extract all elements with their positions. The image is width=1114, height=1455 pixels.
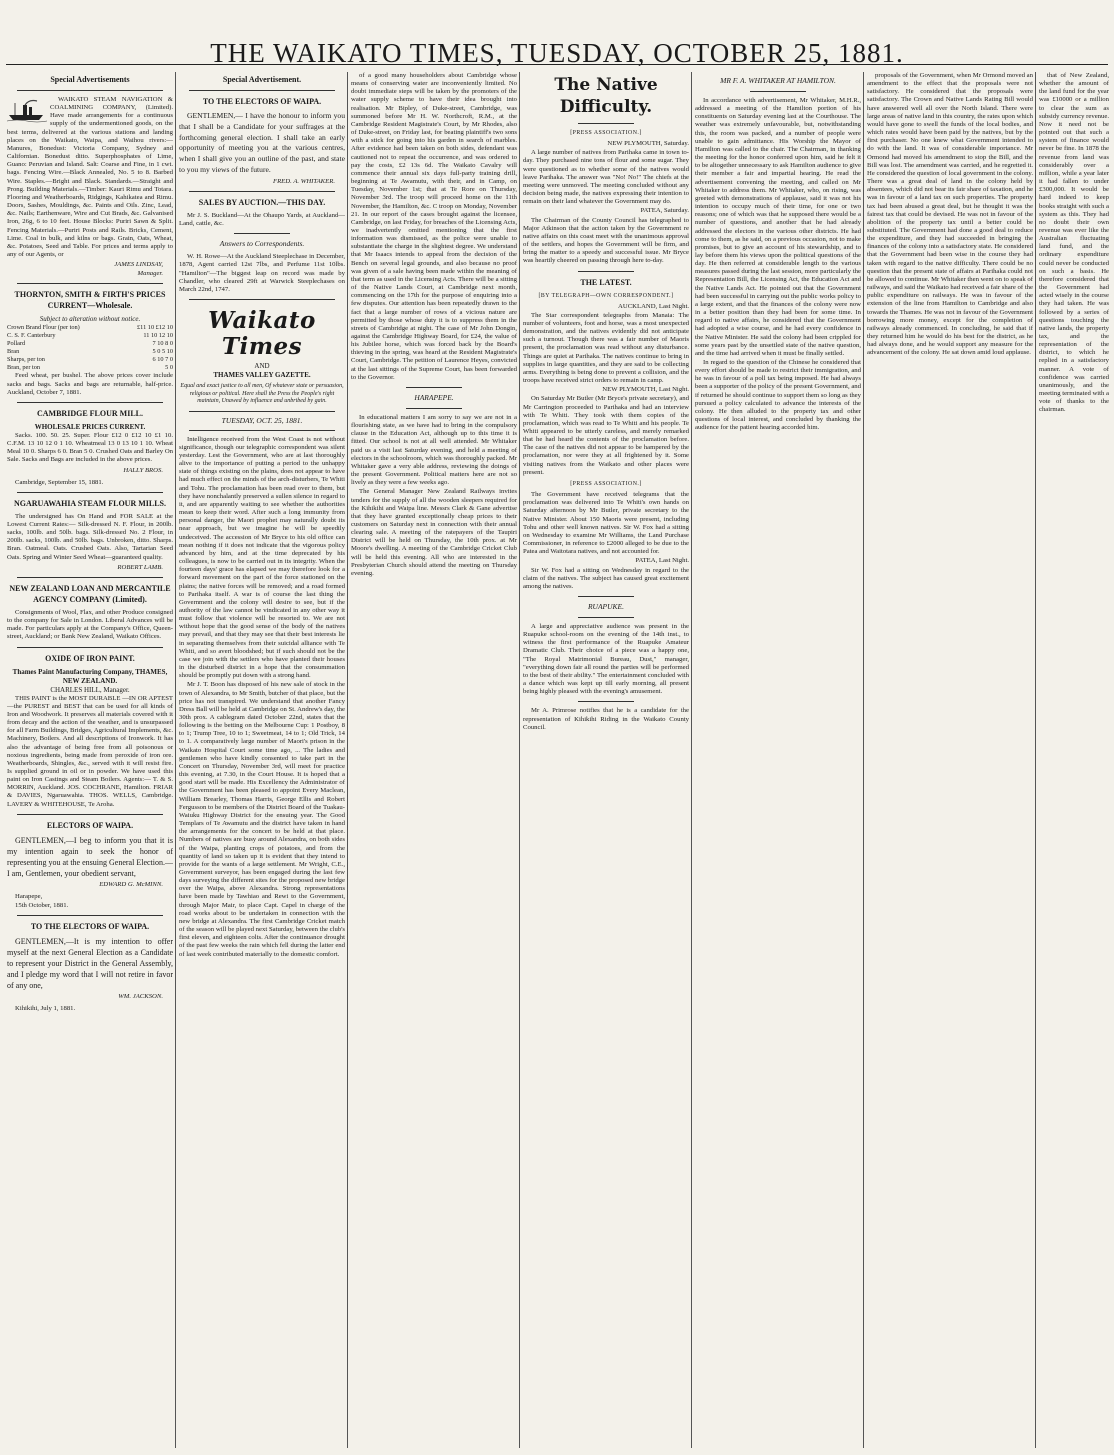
ad-body: GENTLEMEN,— I have the honour to inform you that I shall be a Candidate for your suffrages at the forthcoming general election. I shall take an early opportunity of meeting you at the various centres, when I shall give you an outline of the past, and state to you my views of the future. (179, 111, 345, 174)
dateline: PATEA, Last Night. (635, 557, 689, 565)
ad-body: The undersigned has On Hand and FOR SALE at the Lowest Current Rates:— Silk-dressed N. F. Flour, in 200lb. sacks, 100lb. and 50lb. bags. Silk-dressed No. 2 Flour, in 200lb. sacks, 100lb. and 50lb. bags. Unbroken, ditto. Sharps. Bran. Oatmeal. Oats. Crushed Oats. Also, Tartarian Seed Oats. Spring and Winter Seed Wheat—guaranteed quality. (7, 512, 173, 561)
dateline: PATEA, Saturday. (640, 207, 689, 215)
speech-text: In regard to the question of the Chinese he considered that every effort should be made to restrict their immigration, and he was in favour of a poll tax being imposed. He had always been a supporter of the policy of the present Government, and if returned he should continue to support them so long as they pursued a policy calculated to advance the interests of the colony. He then alluded to the property tax and other questions of local interest, and concluded by thanking the audience for the patient hearing accorded him. (695, 359, 861, 432)
dateline: NEW PLYMOUTH, Saturday. (607, 140, 689, 148)
column-local-news (351, 72, 517, 1448)
divider (406, 408, 462, 409)
masthead-rule (6, 64, 1108, 65)
price-label: Bran, per ton (7, 364, 41, 372)
ad-signature: FRED. A. WHITAKER. (273, 177, 335, 185)
price-list (7, 324, 173, 372)
ruapuke-heading: RUAPUKE. (587, 601, 625, 611)
ad-title: TO THE ELECTORS OF WAIPA. (30, 922, 150, 932)
steam-navigation-ad (7, 96, 173, 259)
ad-title: NEW ZEALAND LOAN AND MERCANTILE AGENCY COMPANY (Limited). (9, 583, 171, 604)
nameplate-subtitle: THAMES VALLEY GAZETTE. (213, 371, 311, 380)
column-whitaker-speech (695, 72, 861, 1448)
price-value: £11 10 £12 10 (137, 324, 173, 332)
ad-date: 15th October, 1881. (15, 902, 69, 910)
ad-title: ELECTORS OF WAIPA. (46, 820, 134, 830)
notice-text: Mr A. Primrose notifies that he is a candidate for the representation of Kihikihi Riding in the Waikato County Council. (523, 707, 689, 731)
speech-text: proposals of the Government, when Mr Ormond moved an amendment to the effect that the proposals were not satisfactory. He considered that the proposals were satisfactory. The Crown and Native Lands Rating Bill would have answered well all over the North Island. There were large areas of native land in this country, the rates upon which would have gone to swell the funds of the local bodies, and which rates would have been paid by the natives, but by the first purchaser. No one knew what Government intended to do with the land. It was of considerable importance. Mr Ormond had moved his amendment to stop the Bill, and the Bill was lost. The amendment was carried, and he regretted it. He considered the question of local government in the colony. There was a great deal of land in the colony held by absentees, which did not bear its fair share of taxation, and he was in favour of a land tax on such properties. The property tax had been abused a great deal, but he thought it was the fairest tax that could be devised. He was not in favour of the abolition of the property tax until a better could be substituted. The Government had done a good deal to reduce the expenditure, and they had succeeded in bringing the finances of the colony into a satisfactory state. He considered that the Government had been wise in the course they had taken with regard to the native difficulty. There could be no question that the present state of affairs at Parihaka could not be allowed to continue. Mr Whitaker then went on to speak of railways, and said the Waikato had received a fair share of the public expenditure on railways. He was in favour of the extension of the line from Hamilton to Cambridge and also towards the Thames. He was not in favour of the Government borrowing more money, except for the completion of railways already commenced. In concluding, he said that if they returned him he would do his best for the district, as he had always done, and he would support any measure for the advancement of the colony. He sat down amid loud applause. (867, 72, 1033, 357)
news-text: The Chairman of the County Council has telegraphed to Major Atkinson that the action taken by the Government re native affairs on this coast meet with the unanimous approval of the settlers, and hopes the Government will be firm, and bring the matter to a speedy and successful issue. Mr Bryce was heartily cheered on passing through here to-day. (523, 216, 689, 265)
latest-heading: THE LATEST. (580, 277, 632, 287)
speech-text: In accordance with advertisement, Mr Whitaker, M.H.R., addressed a meeting of the Hamilton portion of his constituents on Saturday evening last at the Courthouse. The weather was extremely unfavourable, but, notwithstanding this, the room was packed, and a number of people were unable to gain admittance. His Worship the Mayor of Hamilton was called to the chair. The Chairman, in thanking the meeting for the honor conferred upon him, said he felt it to be altogether unnecessary to ask Hamilton audience to give their member a fair and impartial hearing. He read the advertisement convening the meeting, and called on Mr Whitaker to address them. Mr Whitaker, who, on rising, was greeted with demonstrations of applause, said it was not his intention to occupy much of their time, for one or two reasons; one of which was that he supposed there would be a number of questions, and another that he had already addressed the electors in the various other districts. He had come to them, as he said, on a previous occasion, not to make promises, but to give an account of his stewardship, and to lay before them his views upon the political questions of the day. He then referred at considerable length to the various measures passed during the last session, more particularly the Representation Bill, the Licensing Act, the Education Act and the Native Lands Act. He pointed out that the Government had been successful in carrying out the public works policy to a large extent, and that the finances of the colony were now in a better position than they had been for some time. In regard to native affairs, he considered that the Government had adopted a wise course, and he had every confidence in the Native Minister. He said the colony had been crippled for some years past by the unsettled state of the native question, and the time had arrived when it must be finally settled. (695, 97, 861, 357)
harapepe-text: In educational matters I am sorry to say we are not in a flourishing state, as we have had to bring in the compulsory clause in the Education Act, although up to this time it is fitted. Our school is not at all well attended. Mr Whitaker paid us a visit last Saturday evening, and held a meeting of electors in the schoolroom, which was thoroughly packed. Mr Whitaker gave a very able address, reviewing the doings of the present Government. Political matters here are not so lively as they were a few weeks ago. (351, 413, 517, 487)
local-news-text: Mr J. T. Boon has disposed of his new sale of stock in the town of Alexandra, to Mr Smith, butcher of that place, but the price has not transpired. We understand that another Fancy Dress Ball will be held at Cambridge on St. Andrew's day, the 30th prox. A cablegram dated October 22nd, states that the following is the betting on the Melbourne Cup: 1 Postboy, 8 to 1; Trump Tree, 10 to 1; Sweetmeat, 14 to 1; Old Trick, 14 to 1. A comparatively large number of Maori's prison in the Waikato Hospital Court some time ago, ... The ladies and gentlemen who have kindly consented to take part in the Concert on Thursday, November 3rd, will meet for practice this evening, at 7.30, in the Court House. It is hoped that a good start will be made. His Excellency the Administrator of the Government has been pleased to appoint Every Maclean, William Brearley, Thomas Harris, George Ellis and Robert Fergusson to be members of the District Board of the Tuakau-Waiuku Highway District for the ensuing year. The Good Templars of Te Awamutu and the district have taken in hand the arrangements for the concert to be held at that place. Numbers of natives are busy around Alexandra, on both sides of the Waipa, planting crops of potatoes, and from the quantity of land so taken up it is evident that they intend to provide for the wants of a large settlement. Mr Wright, C.E., Government surveyor, has been engaged during the last few days surveying the different sites for the proposed new bridge over the Waipa, above Alexandra. Strong representations have been made by Tawhiao and Rewi to the Government, through Major Mair, to place Capt. Capel in charge of the road works about to be undertaken in connection with the new bridge at Alexandra. The first Cambridge Cricket match of the season will be played next Saturday, between the club's first eleven, and eighteen colts. After the continuance drought of the past few weeks the rain which fell during the latter end of last week contributed materially to the domestic comfort. (179, 681, 345, 958)
news-text: The Star correspondent telegraphs from Manaia: The number of volunteers, foot and horse, was a most unexpected demonstration, and the natives evidently did not anticipate such a turnout. Though there was a fair number of Maoris present, the proclamation was read without any disturbance. Things are quiet at Parihaka. The natives continue to bring in supplies in large quantities, and they are said to be collecting arms. Everything is being done to prevent a collision, and the troops have received strict orders to remain in camp. (523, 311, 689, 385)
ad-body: GENTLEMEN,—I beg to inform you that it is my intention again to seek the honor of representing you at the ensuing General Election.—I am, Gentlemen, your obedient servant, (7, 835, 173, 878)
press-association-tag: [PRESS ASSOCIATION.] (570, 480, 642, 487)
price-value: 11 10 12 10 (143, 332, 173, 340)
ad-signature: WM. JACKSON. (118, 993, 163, 1001)
divider (189, 191, 335, 192)
section-heading: Special Advertisements (50, 75, 130, 84)
ad-date: Cambridge, September 15, 1881. (15, 478, 104, 486)
divider (750, 91, 806, 92)
news-text: A large number of natives from Parihaka came in town to-day. They purchased nine tons of flour and some sugar. They were questioned as to whether some of the natives would leave Parihaka. The answer was "No! No!" The chiefs at the meeting were unmoved. The meeting concluded without any decision being made, the natives expressing their intention to remain on their land whatever the Government may do. (523, 149, 689, 206)
ad-subtitle: Thames Paint Manufacturing Company, THAMES, NEW ZEALAND. (12, 667, 168, 685)
ad-signature: HALLY BROS. (123, 466, 163, 474)
nameplate-and: AND (254, 362, 270, 371)
price-label: Bran (7, 348, 20, 356)
local-news-text: The General Manager New Zealand Railways invites tenders for the supply of all the wooden sleepers required for the Kihikihi and Waipa line. Messrs Clark & Gane advertise that they have granted exceptionally cheap prices to their customers on Saturday next in connection with their annual clearing sale. A meeting of the ratepayers of the Taupiri District will be held on Thursday, the 10th prox. at Mr Moore's dwelling. A meeting of the Cambridge Cricket Club will be held this evening. All who are interested in the Presbyterian Church should attend the meeting on Thursday evening. (351, 488, 517, 577)
ad-signature: EDWARD G. McMINN. (99, 880, 163, 888)
price-row (7, 324, 173, 332)
paper-motto: Equal and exact justice to all men, Of whatever state or persuasion, religious or political. Here shall the Press the People's right maintain, Unawed by influence and unbribed by gain. (180, 383, 344, 405)
divider (17, 492, 163, 493)
speech-heading: MR F. A. WHITAKER AT HAMILTON. (720, 76, 836, 85)
issue-date: TUESDAY, OCT. 25, 1881. (221, 415, 303, 425)
divider (578, 271, 634, 272)
ad-signature: JAMES LINDSAY, (114, 261, 163, 269)
price-row (7, 364, 173, 372)
dateline: NEW PLYMOUTH, Last Night. (602, 386, 689, 394)
price-label: Sharps, per ton (7, 356, 45, 364)
ad-manager: CHARLES HILL, Manager. (50, 685, 130, 694)
divider (17, 915, 163, 916)
ad-signature: ROBERT LAMB. (117, 563, 163, 571)
ruapuke-text: A large and appreciative audience was present in the Ruapuke school-room on the evening of the 14th inst., to witness the first performance of the Ruapuke Amateur Dramatic Club. Their choice of a piece was a happy one, "The Royal Matrimonial Bureau, Dust," manager, "everything down fair all round the parties will be performed to the best of their ability." The entertainment concluded with a dance which was kept up till early morning, all present being highly pleased with the evening's amusement. (523, 622, 689, 696)
price-value: 7 10 8 0 (152, 340, 173, 348)
column-speech-continued (867, 72, 1033, 1448)
divider (189, 90, 335, 91)
news-text: On Saturday Mr Butler (Mr Bryce's private secretary), and Mr Carrington proceeded to Parihaka and had an interview with Te Whiti. They took with them copies of the proclamation, which was read to Te Whiti and his people. Te Whiti appeared to be utterly careless, and merely remarked that he had heard the contents of the proclamation before. The case of the natives did not appear to be hampered by the proclamation, nor were they at all frightened by it. Some visiting natives from the Waikato and other places were present. (523, 395, 689, 476)
ad-body: Sacks. 100. 50. 25. Super. Flour £12 0 £12 10 £1 10. C.F.M. 13 10 12 0 1 10. Wheatmeal 13 0 13 10 1 10. Wheat Meal 10 0. Sharps 6 0. Bran 5 0. Crushed Oats and Barley On Sale. Sacks and Bags are included in the above prices. (7, 431, 173, 464)
divider (578, 701, 634, 702)
divider (17, 402, 163, 403)
news-text: Sir W. Fox had a sitting on Wednesday in regard to the claim of the natives. The subject has caused great excitement among the natives. (523, 566, 689, 590)
price-value: 6 10 7 0 (152, 356, 173, 364)
ad-subtitle: WHOLESALE PRICES CURRENT. (34, 422, 146, 431)
divider (578, 617, 634, 618)
divider (17, 647, 163, 648)
column-rule (175, 72, 176, 1448)
price-row (7, 356, 173, 364)
telegraph-tag: [BY TELEGRAPH—OWN CORRESPONDENT.] (538, 292, 674, 299)
local-news-text: of a good many householders about Cambridge whose means of conserving water are inconveniently limited. No doubt immediate steps will be taken by the promoters of the water supply scheme to have their idea brought into realisation. Mr Bipley, of Duke-street, Cambridge, was summoned before Mr H. W. Northcroft, R.M., at the Cambridge Resident Magistrate's Court, by Mr Rhodes, also of Duke-street, on Friday last, for beating plaintiff's two sons with a stick for going into his garden in search of marbles. After evidence had been taken on both sides, defendant was cautioned not to repeat the occurrence, and was ordered to pay the costs, £2 13s 6d. The Waikato Cavalry will commence their annual six days full-party training drill, beginning at Te Awamutu, with their, and in Camp, on Tuesday, November 1st; that at Te Rore on Thursday, November 3rd. The troop will proceed home on the 11th November, the Hamilton, &c. C troop on Monday, November 21. In our report of the cases brought against the licensee, Cambridge, on last Friday, for breaches of the Licensing Acts, we inadvertently omitted mentioning that the first information was dismissed, as the police were unable to substantiate the charge in the slightest degree. We understand that Mr Isaacs intends to appeal from the decision of the Bench on several legal grounds, and also because no proof was given of a sale having been made within the meaning of that term as used in the Licensing Acts. There will be a sitting of the Native Lands Court, at Cambridge next month, commencing on the 17th for the purpose of enquiring into a few disputes. Our attention has been repeatedly drawn to the fact that a large number of rows of a vicious nature are permitted by those whose duty it is to suppress them in the streets of Cambridge at night. The case of Mr John Dongin, against the Cambridge Highway Board, for £24, the value of his Jubilee horse, which was forced back by the Board's thieving in the spring, was heard at the Resident Magistrate's Court, Cambridge. The petition of Laurence Heyes, convicted at the last sittings of the Supreme Court, has been forwarded to the Governor. (351, 72, 517, 381)
speech-text: that of New Zealand, whether the amount of the land fund for the year was £10000 or a million to clear the sum as subsidy currency revenue. Now it need not be pointed out that such a system of finance would never be fine. In 1878 the revenue from land was considerably over a million, while a year later it had fallen to under £300,000. It would be hard indeed to keep books straight with such a system as this. They had no doubt their own revenue was ever like the Australian fluctuating land fund, and the ordinary expenditure could never be conducted on such a basis. He therefore considered that the Government had acted wisely in the course they had taken. He was followed by a series of questions touching the native lands, the property tax, and the representation of the district, to which he replied in a satisfactory manner. A vote of confidence was carried unanimously, and the meeting terminated with a vote of thanks to the chairman. (1039, 72, 1109, 414)
answers-body: W. H. Rowe—At the Auckland Steeplechase in December, 1878, Agent carried 12st 7lbs, and Perfume 11st 10lbs. "Hamilton"—The biggest leap on record was made by Chandler, who cleared 29ft at Warwick Steeplechases on March 22nd, 1747. (179, 253, 345, 293)
divider (189, 299, 335, 300)
column-rule (863, 72, 864, 1448)
news-text: The Government have received telegrams that the proclamation was delivered into Te Whiti's own hands on Saturday afternoon by Mr Butler, private secretary to the Native Minister. About 150 Maoris were present, including Tohu and other well known natives. Sir W. Fox had a sitting on Wednesday to examine Mr Williams, the Land Purchase Commissioner, in reference to £2000 alleged to be due to the Patea and Waitotara natives, and not accounted for. (523, 491, 689, 556)
ad-date: Kihikihi, July 1, 1881. (15, 1005, 76, 1013)
column-editorial (179, 72, 345, 1448)
ad-title: CAMBRIDGE FLOUR MILL. (36, 408, 143, 418)
price-label: Pollard (7, 340, 26, 348)
column-rule (1035, 72, 1036, 1448)
divider (234, 233, 290, 234)
divider (189, 411, 335, 412)
ad-signature-title: Manager. (137, 270, 163, 278)
price-label: C. S. F. Canterbury (7, 332, 56, 340)
price-label: Crown Brand Flour (per ton) (7, 324, 80, 332)
ad-subtitle: Subject to alteration without notice. (39, 315, 141, 324)
ad-title: TO THE ELECTORS OF WAIPA. (202, 97, 322, 106)
press-association-tag: [PRESS ASSOCIATION.] (570, 130, 642, 136)
answers-title: Answers to Correspondents. (219, 239, 305, 249)
harapepe-heading: HARAPEPE. (414, 392, 454, 402)
ad-title: THORNTON, SMITH & FIRTH'S PRICES CURRENT—Wholesale. (14, 290, 166, 311)
ad-body: GENTLEMEN,—It is my intention to offer myself at the next General Election as a Candidate to represent your District in the General Assembly, and I pledge my word that I will not retire in favor of any one, (7, 937, 173, 991)
price-value: 5 0 (165, 364, 173, 372)
ad-place: Harapepe, (15, 892, 43, 900)
price-row (7, 348, 173, 356)
steam-navigation-text: WAIKATO STEAM NAVIGATION & COALMINING COMPANY, (Limited). Have made arrangements for a continuous supply of the undermentioned goods, on the best terms, delivered at the various stations and landing places on the Waikato, Waipa, and Waihou rivers:— Manures, Bonedust: Victoria Company, Sydney and Californian. Bonedust ditto. Superphosphates of Lime, Guano: Peruvian and Island. Salt: Coarse and Fine, in 1 cwt. bags. Fencing Wire.—Black Annealed, No. 5 to 8. Barbed Wire. Staples.—Bright and Black. Standards.—Straight and Prong. Building Materials.—Timber: Kauri Rimu and Totara. Flooring and Weatherboards, Ridgings, Kahikatea and Rimu. Doors, Sashes, Mouldings, &c. Paints and Oils. Zinc, Lead, &c. Nails; Earthenware, Wire and Cut Brads, &c. Galvanised Iron, 26g, 6 to 10 feet. House Blocks: Puriri Sawn & Split. Fencing Materials.—Puriri Posts and Rails. Bricks, Cement, Lime. Coal in bulk, and kilns or bags. Grain, Oats, Wheat, &c. Potatoes, Seed and Table. For prices and terms apply to any of our Agents, or (7, 96, 173, 258)
native-difficulty-title: The Native Difficulty. (554, 75, 658, 117)
column-rule (519, 72, 520, 1448)
divider (578, 123, 634, 124)
ad-title: OXIDE OF IRON PAINT. (45, 653, 135, 663)
divider (189, 430, 335, 431)
section-heading: Special Advertisement. (222, 75, 302, 84)
column-rule (691, 72, 692, 1448)
divider (17, 283, 163, 284)
sales-title: SALES BY AUCTION.—THIS DAY. (198, 197, 326, 207)
dateline: AUCKLAND, Last Night. (618, 302, 689, 310)
ad-title: NGARUAWAHIA STEAM FLOUR MILLS. (13, 498, 167, 508)
divider (17, 90, 163, 91)
ad-body: THIS PAINT is the MOST DURABLE —IN OR APTEST—the PUREST and BEST that can be used for all kinds of Iron and Woodwork. It preserves all materials covered with it from decay and the action of the weather, and is unsurpassed for all Farm Buildings, Bridges, Agricultural Implements, &c. Machinery, Boilers. And all descriptions of Ironwork. It has also the advantage of being free from all poisonous or noxious ingredients, being made from peroxide of iron ore. Weatherboards, Shingles, &c., served with it will resist fire. Is supplied ground in oil or in powder. We have used this paint on Iron Castings and Steam Boilers. Agents:— T. & S. MORRIN, Auckland. JOS. COCHRANE, Hamilton. FRIAR & DAVIES, Ngaruawahia. THOS. WELLS, Cambridge. LAVERY & WHITEHOUSE, Te Aroha. (7, 694, 173, 808)
divider (17, 814, 163, 815)
column-advertisements (7, 72, 173, 1448)
price-value: 5 0 5 10 (152, 348, 173, 356)
paper-nameplate: Waikato Times (208, 307, 316, 361)
price-row (7, 332, 173, 340)
editorial-text: Intelligence received from the West Coast is not without significance, though our telegraphic correspondent was silent yesterday. Lest the Government, who are at last thoroughly alive to the importance of putting a period to the unhappy state of things existing on the plains, does not appear to have had much effect on the minds of the arch-disturbers, Te Whiti and Tohu. The proclamation has been read over to them, but they have nonchalantly preserved a sullen silence in regard to it, and are apparently waiting to see whether the authorities mean to keep their word. After such a long immunity from personal danger, the Maori prophet may naturally doubt its near approach, but we imagine he will be speedily undeceived. The accession of Mr Bryce to his old office can mean nothing if it does not indicate that the vigorous policy advanced by him, and at the time deprecated by his colleagues, is now to be carried out in its integrity. When the fourteen days' grace has elapsed we may therefore look for a forward movement on the part of the force stationed on the plains; the native forces will be removed; and a road formed to Parihaka itself. A war is of course the last thing the Government and the colony will desire to see, but if the authority of the law cannot be vindicated in any other way it must follow that violence will be resorted to. We are not without hope that the good sense of the body of the natives may prevail, and that they may see that their best interests lie in separating themselves from their suicidal alliance with Te Whiti, and so avert bloodshed; but if such should not be the case we join with the settlers who have planted their houses in the disturbed district in a hope that the consummation should be promptly put down with a strong hand. (179, 435, 345, 680)
sales-body: Mr J. S. Buckland—At the Ohaupo Yards, at Auckland—Land, cattle, &c. (179, 211, 345, 228)
divider (578, 596, 634, 597)
column-rule (347, 72, 348, 1448)
price-row (7, 340, 173, 348)
ad-body: Consignments of Wool, Flax, and other Produce consigned to the company for Sale in London. Liberal Advances will be made. For particulars apply at the Company's Office, Queen-street, Auckland; or Bank New Zealand, Waikato Offices. (7, 608, 173, 641)
divider (17, 577, 163, 578)
ad-notes: Feed wheat, per bushel. The above prices cover include sacks and bags. Sacks and bags are returnable, half-price. Auckland, October 7, 1881. (7, 372, 173, 396)
steamship-icon (7, 97, 47, 123)
divider (406, 387, 462, 388)
column-speech-end (1039, 72, 1109, 1448)
masthead-title: THE WAIKATO TIMES, TUESDAY, OCTOBER 25, 1881. (210, 38, 904, 68)
column-native-difficulty (523, 72, 689, 1448)
